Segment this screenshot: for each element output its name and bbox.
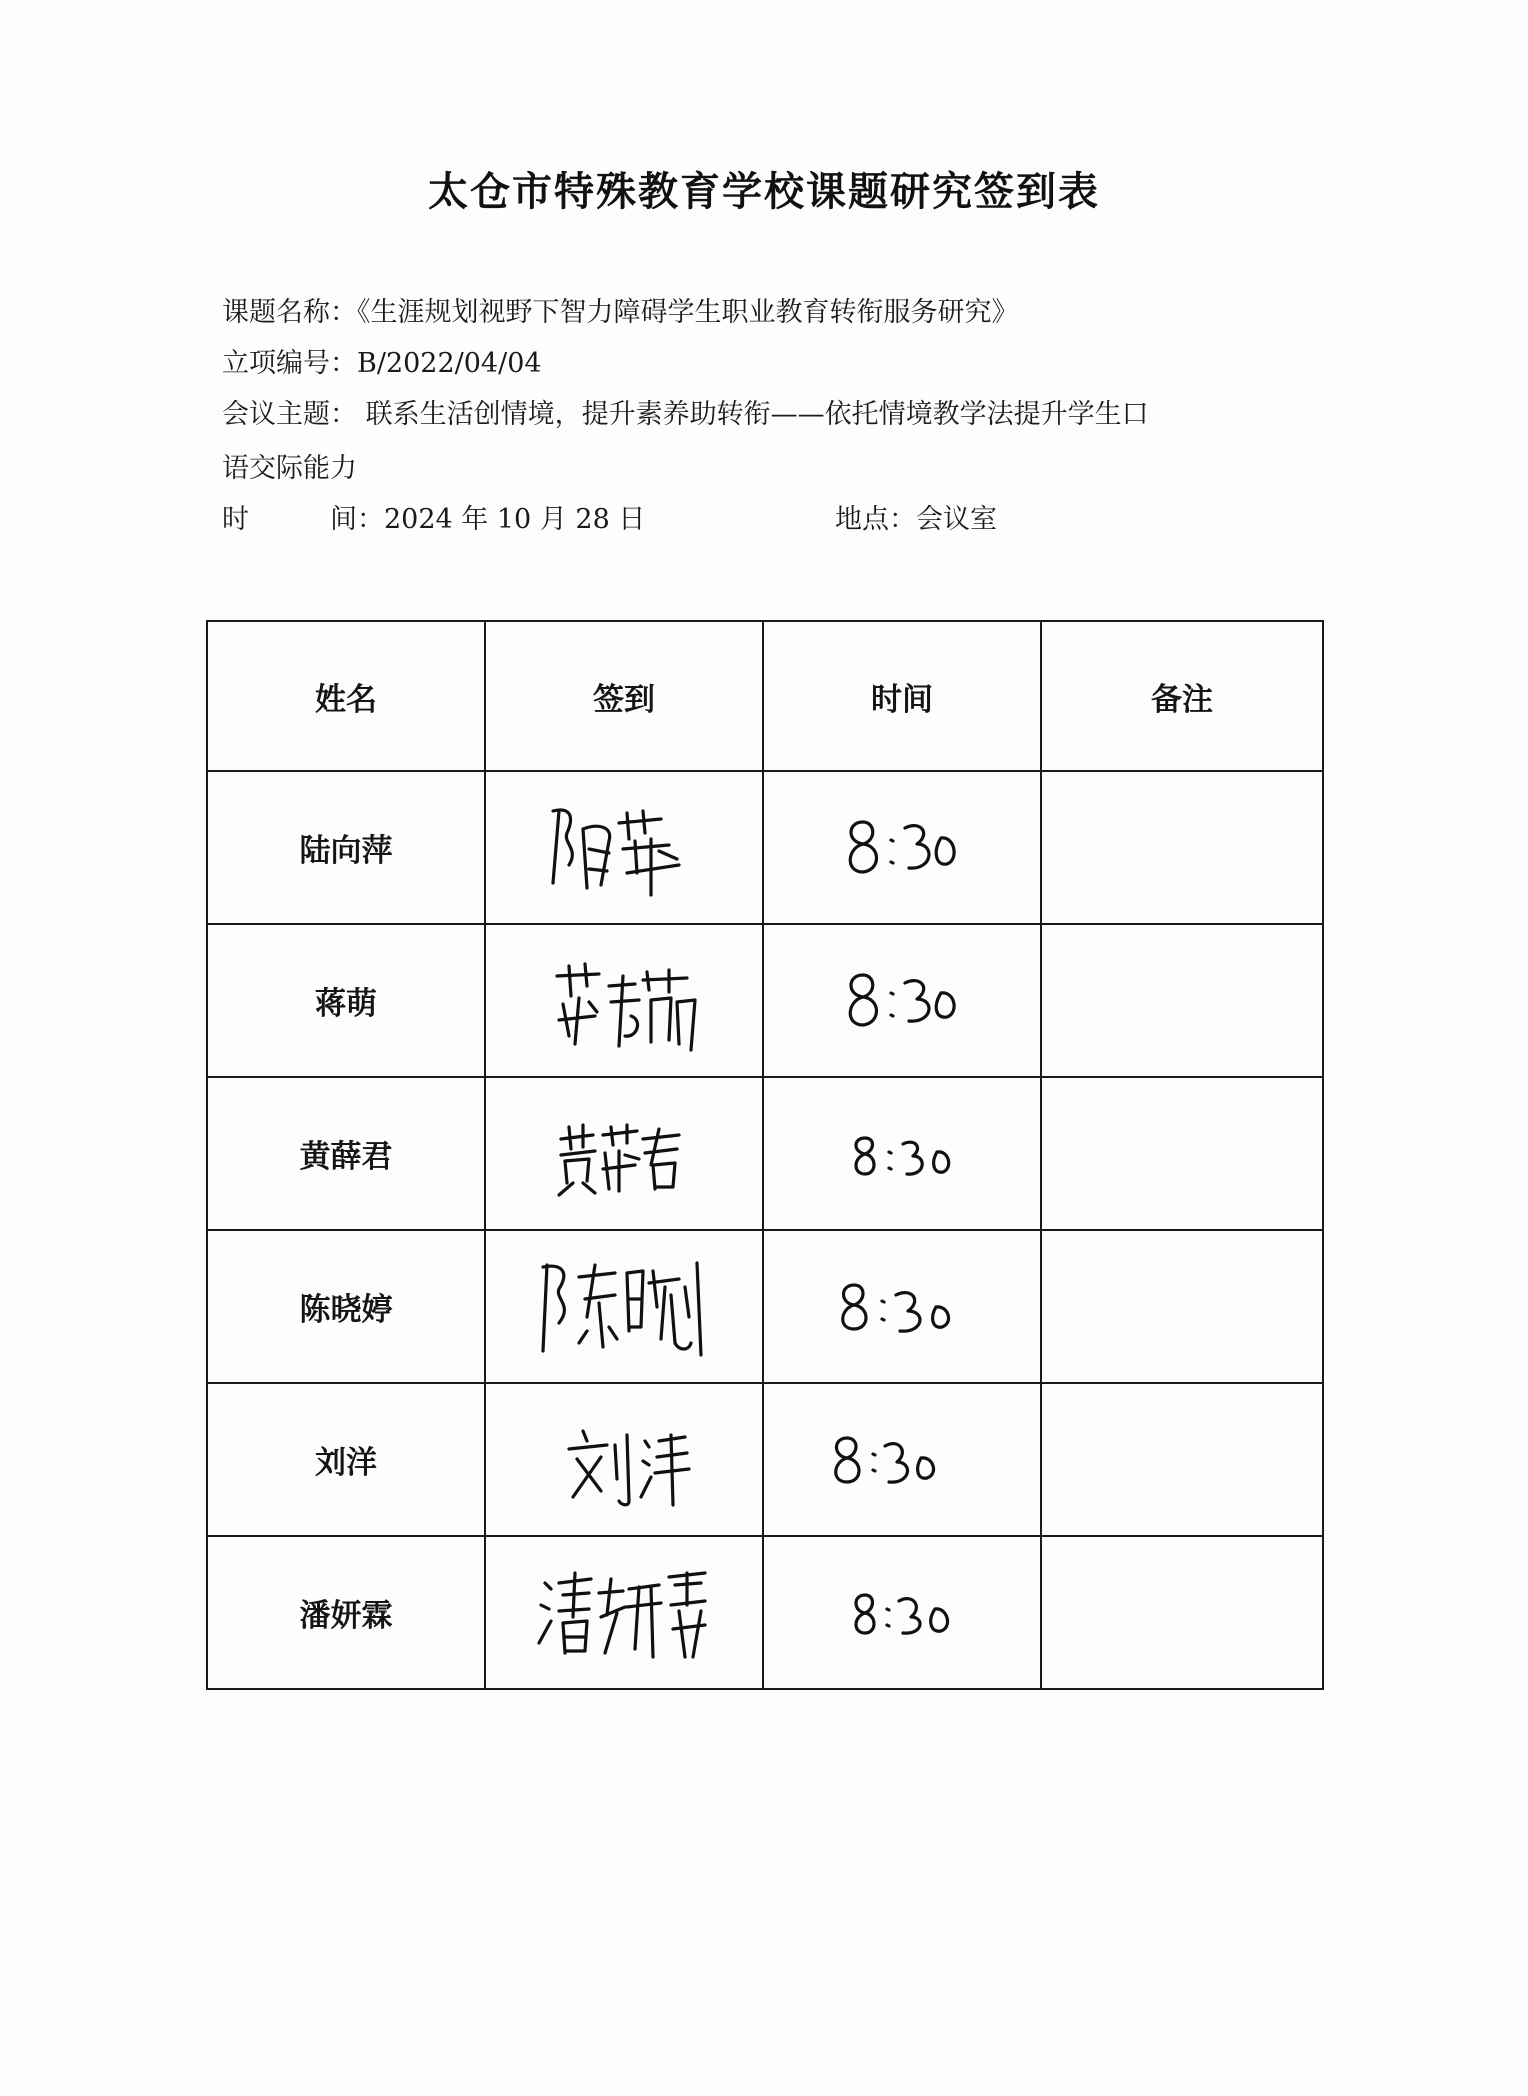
project-no-label: 立项编号：	[222, 348, 357, 379]
time-cell	[763, 1230, 1041, 1383]
handwritten-time	[832, 1267, 972, 1347]
handwritten-signature	[539, 946, 709, 1056]
remark-cell	[1041, 1383, 1323, 1536]
topic-value: 《生涯规划视野下智力障碍学生职业教育转衔服务研究》	[357, 297, 1019, 328]
time-value: 2024 年 10 月 28 日	[384, 504, 646, 535]
handwritten-time	[837, 1114, 967, 1194]
name-cell: 潘妍霖	[207, 1536, 485, 1689]
header-remark: 备注	[1041, 621, 1323, 771]
remark-cell	[1041, 1230, 1323, 1383]
table-header-row	[207, 621, 1323, 771]
meta-theme	[222, 395, 1149, 435]
theme-value-line2: 语交际能力	[222, 453, 357, 484]
signature-cell	[485, 1536, 763, 1689]
signature-cell	[485, 1077, 763, 1230]
name-cell: 蒋萌	[207, 924, 485, 1077]
handwritten-signature	[539, 1099, 709, 1209]
time-cell	[763, 771, 1041, 924]
project-no-value: B/2022/04/04	[357, 348, 542, 379]
location-block	[835, 500, 997, 540]
handwritten-signature	[549, 1405, 699, 1515]
theme-value-line1: 联系生活创情境，提升素养助转衔——依托情境教学法提升学生口	[365, 399, 1149, 430]
remark-cell	[1041, 771, 1323, 924]
handwritten-signature	[539, 793, 709, 903]
time-label-b: 间：	[330, 504, 384, 535]
time-cell	[763, 924, 1041, 1077]
table-row	[207, 1077, 1323, 1230]
time-cell	[763, 1077, 1041, 1230]
meta-theme-continued	[222, 449, 357, 489]
meta-topic	[222, 293, 1019, 333]
signature-cell	[485, 924, 763, 1077]
header-name: 姓名	[207, 621, 485, 771]
name-cell: 陈晓婷	[207, 1230, 485, 1383]
signature-cell	[485, 771, 763, 924]
handwritten-time	[837, 961, 967, 1041]
handwritten-time	[837, 808, 967, 888]
name-cell: 黄薛君	[207, 1077, 485, 1230]
table-row	[207, 1536, 1323, 1689]
handwritten-signature	[529, 1553, 719, 1673]
location-label: 地点：	[835, 504, 916, 535]
handwritten-time	[827, 1420, 977, 1500]
theme-label: 会议主题：	[222, 399, 357, 430]
location-value: 会议室	[916, 504, 997, 535]
time-cell	[763, 1383, 1041, 1536]
remark-cell	[1041, 1536, 1323, 1689]
sign-in-table	[206, 620, 1324, 1690]
table-row	[207, 924, 1323, 1077]
page-title: 太仓市特殊教育学校课题研究签到表	[428, 169, 1100, 215]
handwritten-signature	[529, 1247, 719, 1367]
meta-project-no	[222, 344, 542, 384]
remark-cell	[1041, 1077, 1323, 1230]
header-signature: 签到	[485, 621, 763, 771]
signature-cell	[485, 1230, 763, 1383]
name-cell: 刘洋	[207, 1383, 485, 1536]
time-cell	[763, 1536, 1041, 1689]
signature-cell	[485, 1383, 763, 1536]
meta-time-location	[222, 500, 1222, 540]
remark-cell	[1041, 924, 1323, 1077]
name-cell: 陆向萍	[207, 771, 485, 924]
table-row	[207, 1230, 1323, 1383]
table-row	[207, 1383, 1323, 1536]
topic-label: 课题名称：	[222, 297, 357, 328]
time-label-a: 时	[222, 504, 249, 535]
table-row	[207, 771, 1323, 924]
header-time: 时间	[763, 621, 1041, 771]
handwritten-time	[837, 1573, 967, 1653]
